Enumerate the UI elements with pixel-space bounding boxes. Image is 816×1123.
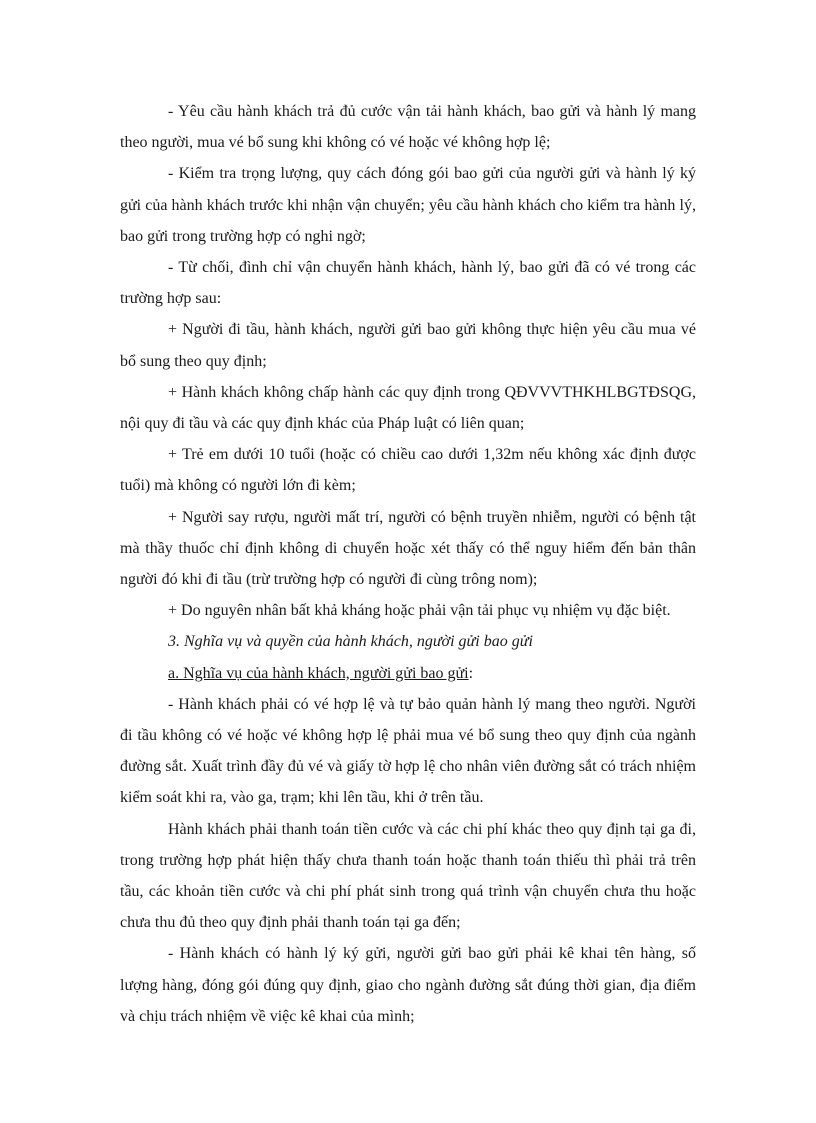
paragraph-case-children: + Trẻ em dưới 10 tuổi (hoặc có chiều cao dưới 1,32m nếu không xác định được tuổi) mà không có người lớn đi kèm; bbox=[120, 446, 696, 495]
subsection-heading-colon: : bbox=[468, 664, 474, 682]
paragraph-case-no-ticket: + Người đi tầu, hành khách, người gửi bao gửi không thực hiện yêu cầu mua vé bổ sung theo quy định; bbox=[120, 321, 696, 370]
paragraph-case-rules: + Hành khách không chấp hành các quy định trong QĐVVVTHKHLBGTĐSQG, nội quy đi tầu và các quy định khác của Pháp luật có liên quan; bbox=[120, 383, 696, 433]
paragraph-payment: Hành khách phải thanh toán tiền cước và các chi phí khác theo quy định tại ga đi, trong trường hợp phát hiện thấy chưa thanh toán hoặc thanh toán thiếu thì phải trả trên tầu, các khoản tiền cước và chi phí phát sinh trong quá trình vận chuyển chưa thu hoặc chưa thu đủ theo quy định phải thanh toán tại ga đến; bbox=[120, 820, 696, 932]
paragraph-case-force-majeure: + Do nguyên nhân bất khả kháng hoặc phải vận tải phục vụ nhiệm vụ đặc biệt. bbox=[168, 602, 671, 620]
document-body bbox=[120, 96, 696, 1032]
paragraph-refusal: - Từ chối, đình chỉ vận chuyển hành khách, hành lý, bao gửi đã có vé trong các trường hợp sau: bbox=[120, 259, 696, 308]
paragraph-weight-check: - Kiểm tra trọng lượng, quy cách đóng gói bao gửi của người gửi và hành lý ký gửi của hành khách trước khi nhận vận chuyển; yêu cầu hành khách cho kiểm tra hành lý, bao gửi trong trường hợp có nghi ngờ; bbox=[120, 165, 696, 245]
subsection-heading bbox=[120, 658, 696, 689]
subsection-heading-text: a. Nghĩa vụ của hành khách, người gửi bao gửi bbox=[168, 664, 469, 682]
paragraph-case-illness: + Người say rượu, người mất trí, người có bệnh truyền nhiễm, người có bệnh tật mà thầy thuốc chỉ định không di chuyển hoặc xét thấy có thể nguy hiểm đến bản thân người đó khi đi tầu (trừ trường hợp có người đi cùng trông nom); bbox=[120, 508, 696, 589]
paragraph-passenger-fees: - Yêu cầu hành khách trả đủ cước vận tải hành khách, bao gửi và hành lý mang theo người, mua vé bổ sung khi không có vé hoặc vé không hợp lệ; bbox=[120, 103, 696, 152]
paragraph-valid-ticket: - Hành khách phải có vé hợp lệ và tự bảo quản hành lý mang theo người. Người đi tầu không có vé hoặc vé không hợp lệ phải mua vé bổ sung theo quy định của ngành đường sắt. Xuất trình đầy đủ vé và giấy tờ hợp lệ cho nhân viên đường sắt có trách nhiệm kiểm soát khi ra, vào ga, trạm; khi lên tầu, khi ở trên tầu. bbox=[120, 695, 696, 807]
section-heading: 3. Nghĩa vụ và quyền của hành khách, người gửi bao gửi bbox=[168, 633, 533, 651]
paragraph-declaration: - Hành khách có hành lý ký gửi, người gửi bao gửi phải kê khai tên hàng, số lượng hàng, đóng gói đúng quy định, giao cho ngành đường sắt đúng thời gian, địa điểm và chịu trách nhiệm về việc kê khai của mình; bbox=[120, 945, 696, 1025]
